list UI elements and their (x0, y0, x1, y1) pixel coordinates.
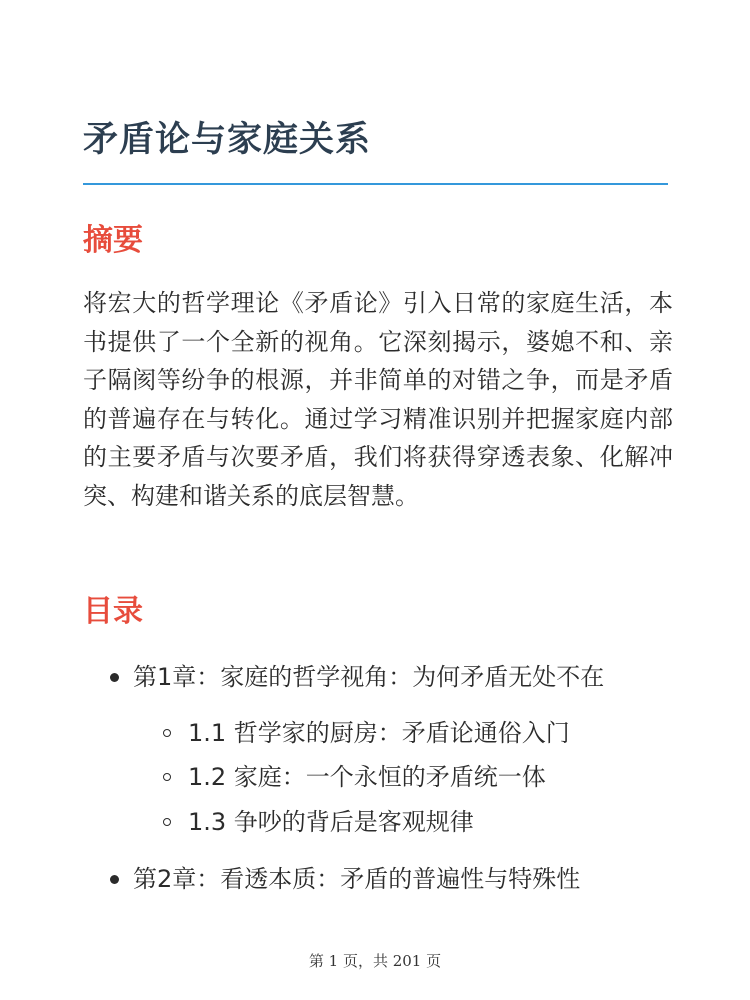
toc-item-label: 第1章：家庭的哲学视角：为何矛盾无处不在 (133, 663, 605, 691)
page-number-footer: 第 1 页，共 201 页 (308, 952, 442, 970)
toc-item-label: 第2章：看透本质：矛盾的普遍性与特殊性 (133, 865, 581, 893)
toc-item-label: 1.3 争吵的背后是客观规律 (188, 808, 474, 836)
abstract-paragraph: 将宏大的哲学理论《矛盾论》引入日常的家庭生活，本书提供了一个全新的视角。它深刻揭示，婆媳不和、亲子隔阂等纷争的根源，并非简单的对错之争，而是矛盾的普遍存在与转化。通过学习精准识别并把握家庭内部的主要矛盾与次要矛盾，我们将获得穿透表象、化解冲突、构建和谐关系的底层智慧。 (83, 289, 673, 510)
bullet-ring-icon (163, 773, 171, 781)
toc-item-label: 1.1 哲学家的厨房：矛盾论通俗入门 (188, 719, 570, 747)
bullet-ring-icon (163, 818, 171, 826)
bullet-dot-icon (110, 673, 119, 682)
toc-item-label: 1.2 家庭：一个永恒的矛盾统一体 (188, 763, 546, 791)
page-title: 矛盾论与家庭关系 (83, 120, 372, 160)
title-divider (83, 183, 668, 185)
bullet-dot-icon (110, 875, 119, 884)
bullet-ring-icon (163, 729, 171, 737)
abstract-heading: 摘要 (83, 223, 143, 258)
toc-heading: 目录 (83, 594, 143, 629)
